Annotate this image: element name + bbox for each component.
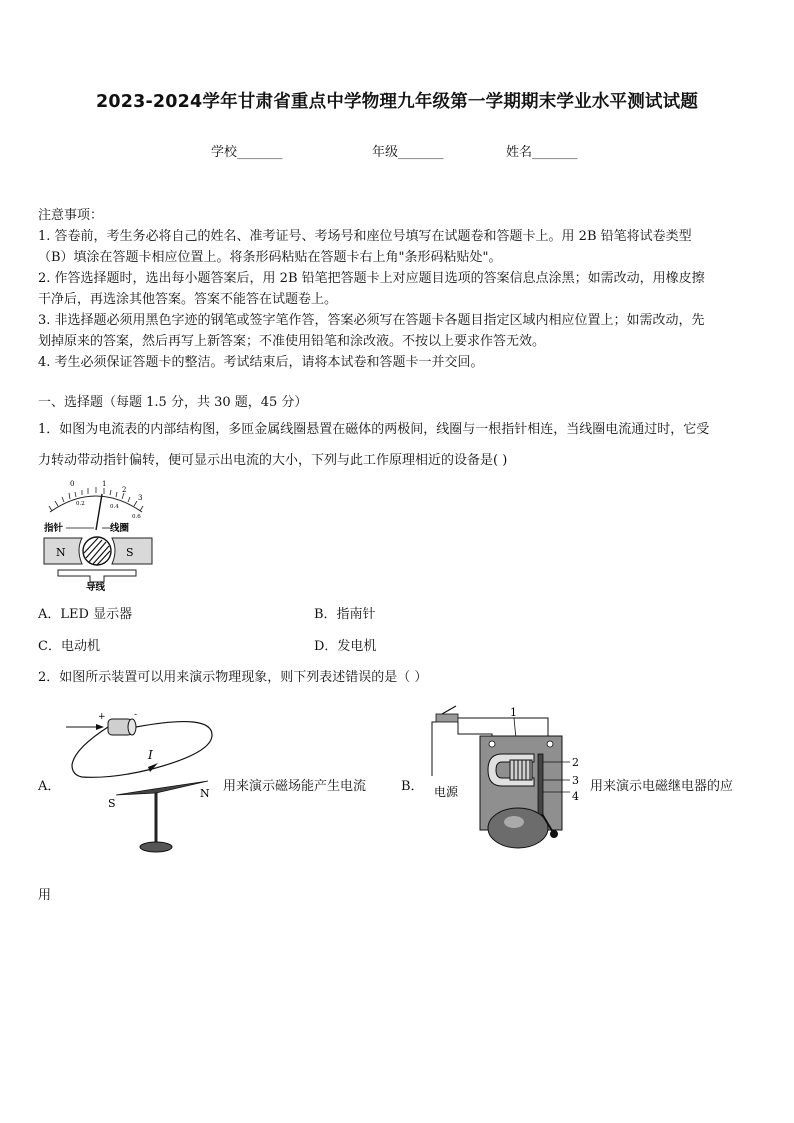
- question-2-stem: 2．如图所示装置可以用来演示物理现象，则下列表述错误的是（ ）: [38, 670, 428, 685]
- galvanometer-diagram: [40, 478, 158, 594]
- north-label: N: [56, 546, 66, 559]
- coil-label: 线圈: [110, 523, 130, 534]
- electromagnetic-relay-diagram: [430, 700, 590, 850]
- minus-label: -: [134, 710, 138, 720]
- plus-label: +: [98, 712, 106, 722]
- q1-option-b[interactable]: B．指南针: [314, 607, 376, 622]
- question-1-line2: 力转动带动指针偏转，便可显示出电流的大小，下列与此工作原理相近的设备是( ): [38, 453, 508, 468]
- notice-line: （B）填涂在答题卡相应位置上。将条形码粘贴在答题卡右上角"条形码粘贴处"。: [38, 250, 502, 265]
- scale-label: 0: [70, 480, 75, 488]
- notice-line: 1. 答卷前，考生务必将自己的姓名、准考证号、考场号和座位号填写在试题卷和答题卡上。用 2B 铅笔将试卷类型: [38, 229, 692, 244]
- notice-line: 干净后，再选涂其他答案。答案不能答在试题卷上。: [38, 292, 338, 307]
- scale-label: 0.4: [110, 504, 119, 510]
- compass-needle: [116, 781, 208, 795]
- pointer-label: 指针: [44, 523, 64, 534]
- label-1: 1: [510, 706, 517, 719]
- bell-icon: [488, 808, 548, 848]
- oersted-experiment-diagram: [62, 705, 222, 861]
- scale-label: 2: [122, 486, 127, 494]
- question-1-line1: 1．如图为电流表的内部结构图，多匝金属线圈悬置在磁体的两极间，线圈与一根指针相连，当线圈电流通过时，它受: [38, 422, 710, 437]
- north-pole-label: N: [200, 787, 210, 800]
- south-pole-label: S: [108, 797, 116, 810]
- q2-option-b-text-tail: 用: [38, 888, 52, 903]
- south-label: S: [126, 546, 134, 559]
- q2-option-b-label[interactable]: B．: [401, 779, 424, 794]
- grade-field: 年级_______: [372, 145, 444, 160]
- page-title: 2023-2024学年甘肃省重点中学物理九年级第一学期期末学业水平测试试题: [95, 92, 699, 112]
- notice-line: 3. 非选择题必须用黑色字迹的钢笔或签字笔作答，答案必须写在答题卡各题目指定区域内相应位置上；如需改动，先: [38, 313, 705, 328]
- label-3: 3: [572, 774, 579, 787]
- scale-label: 0.6: [132, 514, 141, 520]
- name-field: 姓名_______: [506, 145, 578, 160]
- scale-label: 1: [102, 480, 107, 488]
- q2-option-a-label[interactable]: A．: [38, 779, 61, 794]
- q1-option-c[interactable]: C．电动机: [38, 639, 100, 654]
- q2-option-a-text: 用来演示磁场能产生电流: [223, 779, 367, 794]
- wire-label: 导线: [86, 582, 106, 593]
- label-2: 2: [572, 756, 579, 769]
- notice-line: 划掉原来的答案，然后再写上新答案；不准使用铅笔和涂改液。不按以上要求作答无效。: [38, 334, 546, 349]
- scale-label: 0.2: [76, 501, 85, 507]
- notice-line: 2. 作答选择题时，选出每小题答案后，用 2B 铅笔把答题卡上对应题目选项的答案信息点涂黑；如需改动，用橡皮擦: [38, 271, 705, 286]
- label-4: 4: [572, 790, 579, 803]
- switch-icon: [436, 714, 458, 722]
- pointer-needle: [96, 494, 102, 530]
- notice-line: 4. 考生必须保证答题卡的整洁。考试结束后，请将本试卷和答题卡一并交回。: [38, 355, 484, 370]
- school-field: 学校_______: [211, 145, 283, 160]
- q2-option-b-text: 用来演示电磁继电器的应: [590, 779, 734, 794]
- q1-option-a[interactable]: A．LED 显示器: [38, 607, 133, 622]
- current-label: I: [148, 748, 153, 762]
- notice-heading: 注意事项：: [38, 208, 104, 223]
- scale-label: 3: [138, 494, 143, 502]
- section-heading: 一、选择题（每题 1.5 分，共 30 题，45 分）: [38, 395, 308, 410]
- power-label: 电源: [434, 785, 459, 799]
- coil-core: [83, 537, 111, 565]
- q1-option-d[interactable]: D．发电机: [314, 639, 377, 654]
- wire-loop: [72, 722, 212, 778]
